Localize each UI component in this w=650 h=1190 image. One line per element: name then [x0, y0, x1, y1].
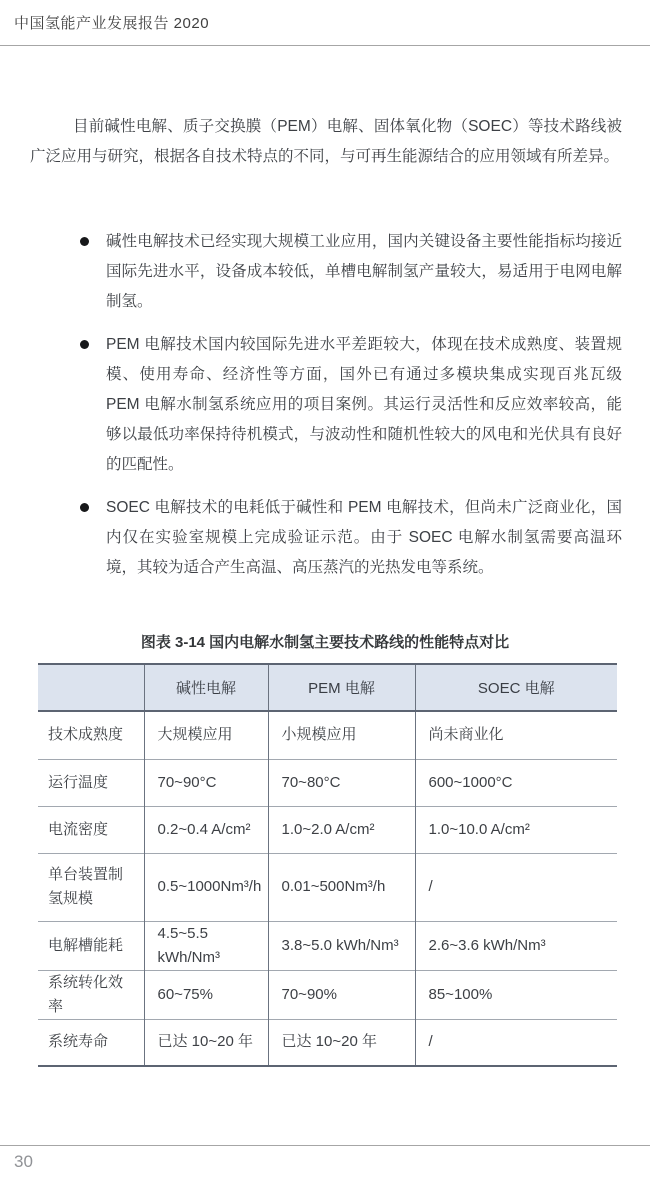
table-cell: 4.5~5.5 kWh/Nm³	[144, 921, 268, 970]
bullet-dot-icon	[80, 237, 89, 246]
list-item	[80, 227, 622, 317]
table-cell: /	[415, 853, 617, 921]
table-cell: 已达 10~20 年	[268, 1019, 415, 1066]
table-cell: 60~75%	[144, 970, 268, 1019]
table-cell: 70~80°C	[268, 759, 415, 806]
bullet-text: 碱性电解技术已经实现大规模工业应用，国内关键设备主要性能指标均接近国际先进水平，设备成本较低，单槽电解制氢产量较大，易适用于电网电解制氢。	[106, 233, 622, 310]
table-cell: 2.6~3.6 kWh/Nm³	[415, 921, 617, 970]
table-cell: 已达 10~20 年	[144, 1019, 268, 1066]
row-label: 运行温度	[38, 759, 144, 806]
table-row	[38, 759, 617, 806]
header-divider	[0, 45, 650, 46]
table-cell: 0.5~1000Nm³/h	[144, 853, 268, 921]
table-row	[38, 970, 617, 1019]
table-row	[38, 711, 617, 759]
table-cell: 0.2~0.4 A/cm²	[144, 806, 268, 853]
intro-paragraph: 目前碱性电解、质子交换膜（PEM）电解、固体氧化物（SOEC）等技术路线被广泛应用与研究，根据各自技术特点的不同，与可再生能源结合的应用领域有所差异。	[30, 118, 622, 165]
row-label: 系统寿命	[38, 1019, 144, 1066]
table-cell: 70~90%	[268, 970, 415, 1019]
row-label: 电解槽能耗	[38, 921, 144, 970]
table-head	[38, 664, 617, 711]
column-header: SOEC 电解	[415, 664, 617, 711]
row-label: 单台装置制氢规模	[38, 853, 144, 921]
table-cell: 小规模应用	[268, 711, 415, 759]
table-cell: /	[415, 1019, 617, 1066]
document-header-title: 中国氢能产业发展报告 2020	[14, 15, 210, 32]
bullet-text: SOEC 电解技术的电耗低于碱性和 PEM 电解技术，但尚未广泛商业化，国内仅在实验室规模上完成验证示范。由于 SOEC 电解水制氢需要高温环境，其较为适合产生高温、高压蒸汽的光热发电等系统。	[106, 499, 622, 576]
table-cell: 3.8~5.0 kWh/Nm³	[268, 921, 415, 970]
table-row	[38, 806, 617, 853]
table-caption: 图表 3-14 国内电解水制氢主要技术路线的性能特点对比	[140, 634, 510, 651]
bullet-dot-icon	[80, 340, 89, 349]
footer-divider	[0, 1145, 650, 1146]
comparison-table	[38, 663, 617, 1067]
table-body	[38, 711, 617, 1066]
table-row	[38, 853, 617, 921]
table-row	[38, 921, 617, 970]
table-cell: 0.01~500Nm³/h	[268, 853, 415, 921]
column-header: PEM 电解	[268, 664, 415, 711]
page-number: 30	[14, 1152, 33, 1171]
list-item	[80, 330, 622, 480]
table-cell: 1.0~2.0 A/cm²	[268, 806, 415, 853]
table-cell: 85~100%	[415, 970, 617, 1019]
row-label: 技术成熟度	[38, 711, 144, 759]
list-item	[80, 493, 622, 583]
table-cell: 大规模应用	[144, 711, 268, 759]
table-corner-cell	[38, 664, 144, 711]
bullet-list	[80, 227, 622, 596]
table-cell: 70~90°C	[144, 759, 268, 806]
row-label: 系统转化效率	[38, 970, 144, 1019]
table-cell: 尚未商业化	[415, 711, 617, 759]
table-header-row	[38, 664, 617, 711]
bullet-text: PEM 电解技术国内较国际先进水平差距较大，体现在技术成熟度、装置规模、使用寿命、经济性等方面，国外已有通过多模块集成实现百兆瓦级 PEM 电解水制氢系统应用的项目案例。其运行灵活性和反应效率较高，能够以最低功率保持待机模式，与波动性和随机性较大的风电和光伏具有良好的匹配性。	[106, 336, 622, 473]
column-header: 碱性电解	[144, 664, 268, 711]
table-cell: 600~1000°C	[415, 759, 617, 806]
table-cell: 1.0~10.0 A/cm²	[415, 806, 617, 853]
table-row	[38, 1019, 617, 1066]
row-label: 电流密度	[38, 806, 144, 853]
bullet-dot-icon	[80, 503, 89, 512]
